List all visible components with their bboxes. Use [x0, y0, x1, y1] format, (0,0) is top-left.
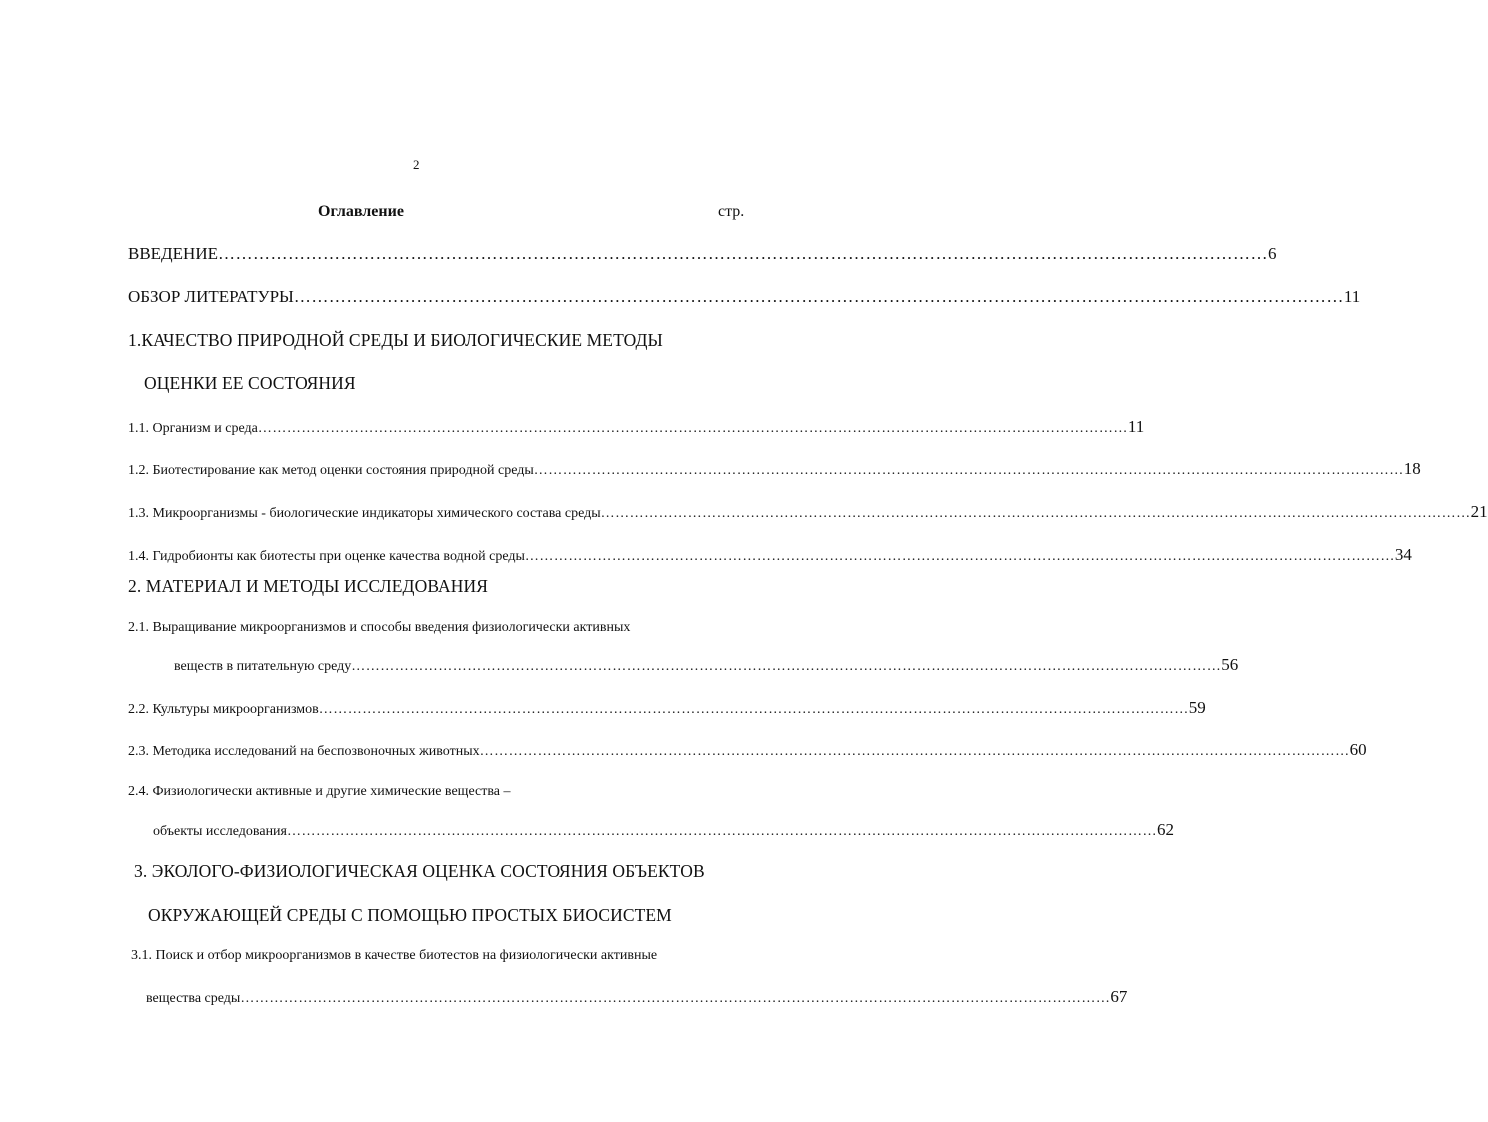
- entry-page: 21: [1470, 502, 1488, 521]
- entry-label: 1.1. Организм и среда: [128, 421, 258, 436]
- toc-entry-2-1-line1: 2.1. Выращивание микроорганизмов и способы введения физиологически активных: [128, 620, 631, 635]
- leader-dots: ………………………………………………………………………………………………………………………………………………………………: [217, 244, 1268, 263]
- entry-label: вещества среды: [146, 991, 241, 1006]
- entry-page: 18: [1403, 459, 1421, 478]
- entry-label: 1.4. Гидробионты как биотесты при оценке качества водной среды: [128, 549, 525, 564]
- leader-dots: ………………………………………………………………………………………………………………………………………………………………: [318, 702, 1189, 717]
- chapter-2-title: 2. МАТЕРИАЛ И МЕТОДЫ ИССЛЕДОВАНИЯ: [128, 576, 488, 596]
- entry-label: ВВЕДЕНИЕ: [128, 244, 218, 263]
- entry-page: 62: [1157, 820, 1174, 839]
- toc-entry-review: [128, 287, 1361, 307]
- toc-entry-2-4-line1: 2.4. Физиологически активные и другие химические вещества –: [128, 784, 511, 799]
- entry-label: 1.3. Микроорганизмы - биологические индикаторы химического состава среды: [128, 506, 601, 521]
- page-number: 2: [413, 157, 420, 172]
- leader-dots: ………………………………………………………………………………………………………………………………………………………………: [479, 744, 1350, 759]
- chapter-1-title-line2: ОЦЕНКИ ЕЕ СОСТОЯНИЯ: [144, 373, 356, 393]
- leader-dots: ………………………………………………………………………………………………………………………………………………………………: [351, 659, 1222, 674]
- entry-page: 11: [1343, 287, 1361, 306]
- toc-entry-intro: [128, 244, 1277, 264]
- chapter-1-title-line1: 1.КАЧЕСТВО ПРИРОДНОЙ СРЕДЫ И БИОЛОГИЧЕСКИЕ МЕТОДЫ: [128, 330, 663, 350]
- toc-entry-3-1: [146, 987, 1128, 1007]
- leader-dots: ………………………………………………………………………………………………………………………………………………………………: [293, 287, 1344, 306]
- entry-page: 34: [1394, 545, 1412, 564]
- entry-page: 56: [1221, 655, 1239, 674]
- toc-heading: Оглавление: [318, 203, 404, 220]
- toc-entry-3-1-line1: 3.1. Поиск и отбор микроорганизмов в качестве биотестов на физиологически активные: [131, 948, 658, 963]
- entry-label: объекты исследования: [153, 824, 287, 839]
- leader-dots: ………………………………………………………………………………………………………………………………………………………………: [287, 824, 1157, 839]
- page-column-label: стр.: [718, 203, 745, 220]
- toc-entry-2-1: [174, 655, 1239, 675]
- entry-label: веществ в питательную среду: [174, 659, 352, 674]
- entry-label: 1.2. Биотестирование как метод оценки состояния природной среды: [128, 463, 534, 478]
- toc-entry-1-3: [128, 502, 1488, 522]
- entry-page: 6: [1267, 244, 1277, 263]
- toc-entry-2-4: [153, 820, 1174, 840]
- toc-entry-1-1: [128, 417, 1145, 437]
- chapter-3-title-line1: 3. ЭКОЛОГО-ФИЗИОЛОГИЧЕСКАЯ ОЦЕНКА СОСТОЯНИЯ ОБЪЕКТОВ: [134, 861, 705, 881]
- entry-label: 2.3. Методика исследований на беспозвоночных животных: [128, 744, 480, 759]
- toc-entry-1-4: [128, 545, 1412, 565]
- chapter-3-title-line2: ОКРУЖАЮЩЕЙ СРЕДЫ С ПОМОЩЬЮ ПРОСТЫХ БИОСИСТЕМ: [148, 905, 672, 925]
- entry-page: 11: [1127, 417, 1145, 436]
- leader-dots: ………………………………………………………………………………………………………………………………………………………………: [600, 506, 1471, 521]
- leader-dots: ………………………………………………………………………………………………………………………………………………………………: [257, 421, 1128, 436]
- toc-entry-1-2: [128, 459, 1421, 479]
- entry-label: ОБЗОР ЛИТЕРАТУРЫ: [128, 287, 294, 306]
- entry-page: 67: [1110, 987, 1128, 1006]
- toc-entry-2-3: [128, 740, 1367, 760]
- entry-page: 60: [1349, 740, 1367, 759]
- entry-page: 59: [1188, 698, 1206, 717]
- toc-entry-2-2: [128, 698, 1206, 718]
- leader-dots: ………………………………………………………………………………………………………………………………………………………………: [533, 463, 1404, 478]
- leader-dots: ………………………………………………………………………………………………………………………………………………………………: [524, 549, 1395, 564]
- leader-dots: ………………………………………………………………………………………………………………………………………………………………: [240, 991, 1111, 1006]
- entry-label: 2.2. Культуры микроорганизмов: [128, 702, 319, 717]
